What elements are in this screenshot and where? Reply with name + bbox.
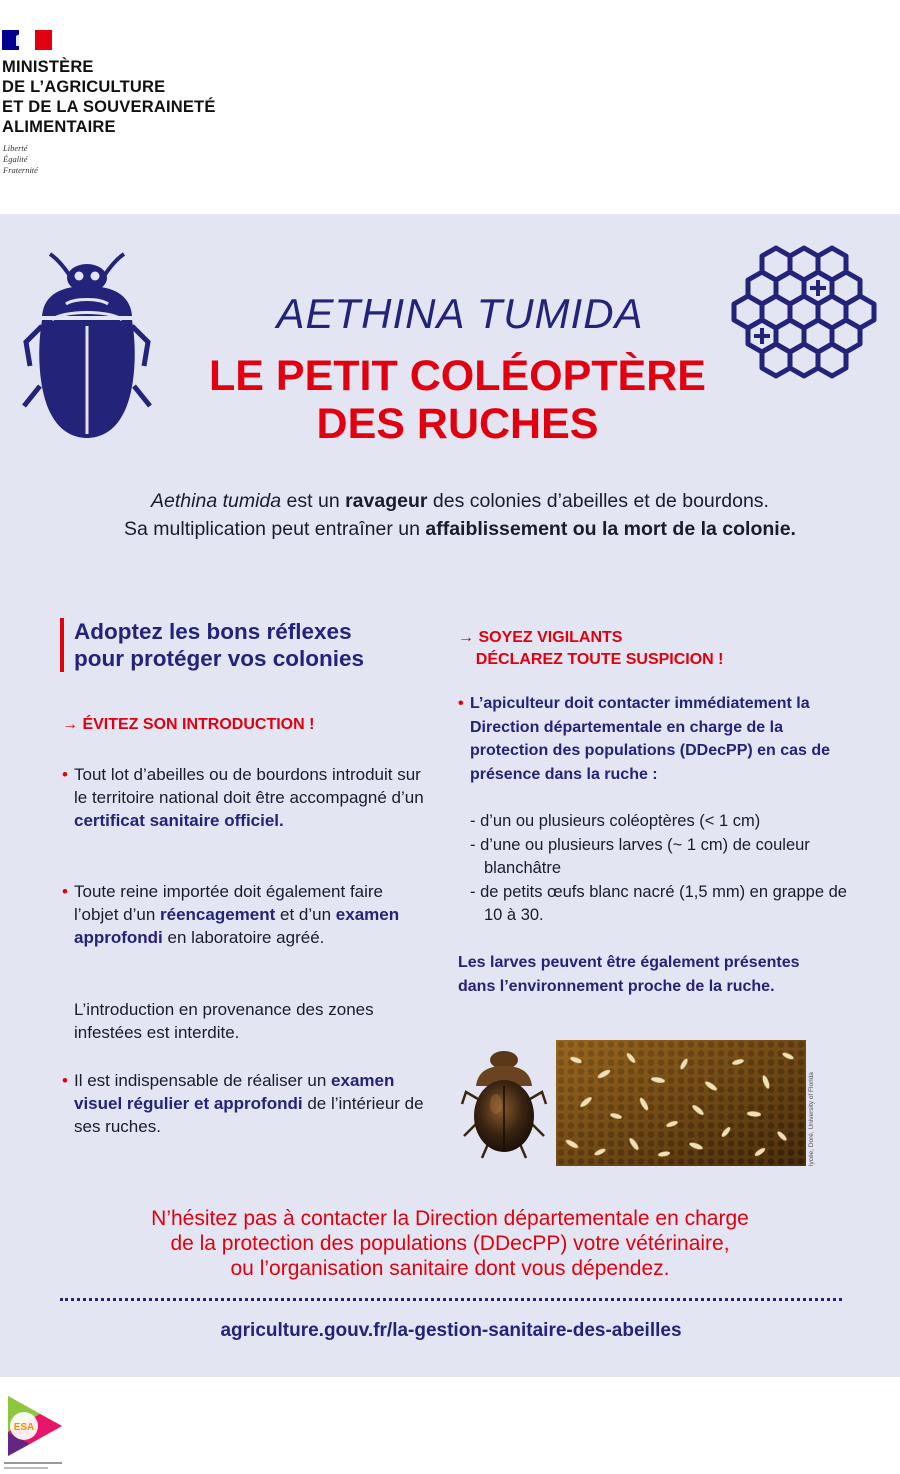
paragraph-text: en laboratoire agréé. [162, 928, 325, 947]
photo-credit: lycée, Doré, University of Florida [808, 1072, 815, 1166]
bullet: • [62, 1071, 68, 1090]
visual-exam-paragraph [62, 1069, 424, 1138]
infested-zones-paragraph: L’introduction en provenance des zones infestées est interdite. [74, 1000, 374, 1042]
avoid-introduction-subheading: → ÉVITEZ SON INTRODUCTION ! [62, 716, 315, 733]
ministry-header [0, 0, 900, 214]
larvae-honeycomb-image [556, 1040, 806, 1166]
esa-logo-text: ESA [13, 1422, 35, 1433]
species-name: Aethina tumida [151, 490, 282, 512]
signs-list [470, 810, 850, 928]
ravageur-emphasis: ravageur [345, 490, 428, 512]
bullet: • [458, 695, 464, 712]
poster-title: LE PETIT COLÉOPTÈRE DES RUCHES [209, 352, 706, 448]
esa-logo [0, 1388, 70, 1472]
highlight-text: réencagement [160, 905, 276, 924]
contact-message: N’hésitez pas à contacter la Direction départementale en charge de la protection des populations (DDecPP) votre vétérinaire, ou l’organisation sanitaire dont vous dépendez. [151, 1207, 749, 1280]
beekeeper-contact-paragraph [458, 692, 850, 786]
paragraph-text: L’apiculteur doit contacter immédiatement la Direction départementale en charge de la protection des populations (DDecPP) en cas de présence dans la ruche : [470, 695, 831, 783]
list-item: - de petits œufs blanc nacré (1,5 mm) en grappe de 10 à 30. [470, 882, 847, 924]
intro-segment: Sa multiplication peut entraîner un [124, 518, 426, 540]
queen-paragraph [62, 880, 424, 949]
paragraph-text: Toute reine importée doit également faire l’objet d’un [74, 882, 384, 924]
bullet: • [62, 765, 68, 784]
paragraph-text: de l’intérieur de ses ruches. [74, 1094, 424, 1136]
larvae-photo [556, 1040, 806, 1166]
marianne-flag-icon [2, 30, 52, 50]
intro-segment: est un [281, 490, 346, 512]
honeycomb-cross-icon [728, 240, 888, 392]
vigilance-heading: → SOYEZ VIGILANTS DÉCLAREZ TOUTE SUSPICION ! [458, 629, 724, 668]
intro-text [40, 487, 880, 543]
consequence-emphasis: affaiblissement ou la mort de la colonie. [425, 518, 796, 540]
list-item: - d’une ou plusieurs larves (~ 1 cm) de couleur blanchâtre [470, 835, 810, 877]
beetle-photo [458, 1044, 550, 1160]
ministry-name: MINISTÈRE DE L’AGRICULTURE ET DE LA SOUVERAINETÉ ALIMENTAIRE [2, 58, 216, 136]
dotted-divider [60, 1298, 842, 1301]
paragraph-text: et d’un [275, 905, 336, 924]
paragraph-text: Tout lot d’abeilles ou de bourdons introduit sur le territoire national doit être accompagné d’un [74, 765, 424, 807]
paragraph-text: Il est indispensable de réaliser un [74, 1071, 332, 1090]
highlight-text: certificat sanitaire officiel. [74, 811, 284, 830]
highlight-text: examen approfondi [74, 905, 400, 947]
intro-segment: des colonies d’abeilles et de bourdons. [427, 490, 769, 512]
republic-motto: Liberté Égalité Fraternité [3, 143, 38, 175]
larvae-environment-paragraph: Les larves peuvent être également présentes dans l’environnement proche de la ruche. [458, 954, 800, 995]
list-item: - d’un ou plusieurs coléoptères (< 1 cm) [470, 812, 761, 830]
website-link[interactable]: agriculture.gouv.fr/la-gestion-sanitaire-des-abeilles [220, 1320, 682, 1341]
bullet: • [62, 882, 68, 901]
certificate-paragraph [62, 763, 424, 832]
scientific-name: AETHINA TUMIDA [276, 290, 644, 337]
beetle-icon [22, 246, 152, 442]
highlight-text: examen visuel régulier et approfondi [74, 1071, 395, 1113]
reflexes-heading: Adoptez les bons réflexes pour protéger vos colonies [60, 618, 420, 672]
